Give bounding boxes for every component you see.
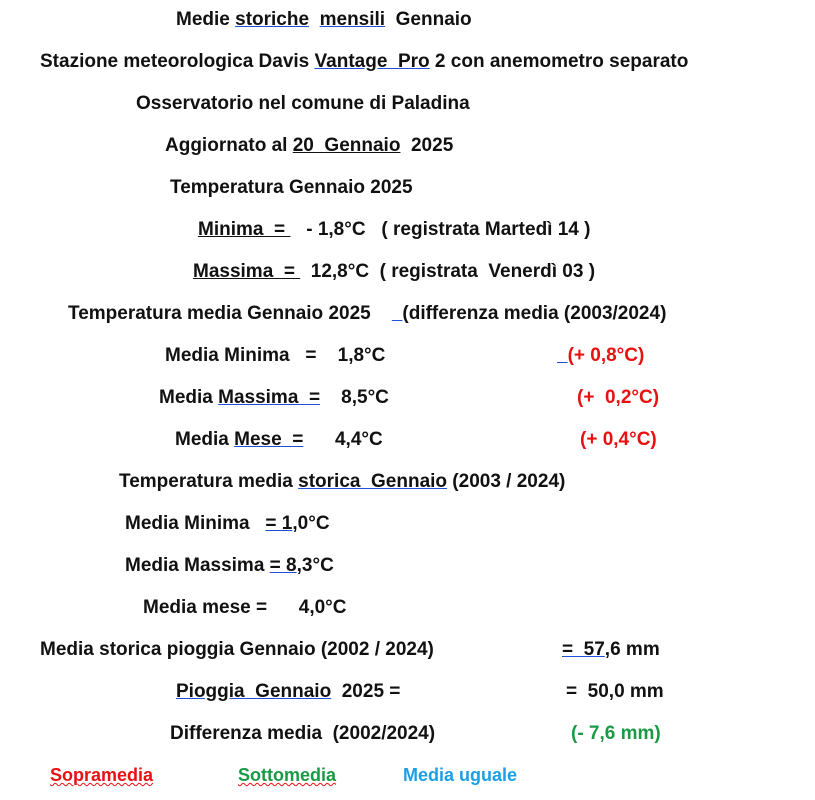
hist-minima-line — [125, 512, 330, 536]
media-minima-diff-part — [557, 345, 568, 366]
mean-header-part — [392, 303, 403, 324]
rain-2025-value: = 50,0 mm — [566, 681, 664, 702]
rain-hist-value — [562, 638, 660, 662]
hist-minima-part: Media Minima — [125, 513, 266, 534]
rain-2025-label-part: 2025 = — [331, 681, 401, 702]
media-minima-diff — [557, 344, 644, 368]
title-part: Gennaio — [385, 9, 472, 30]
rain-hist-label: Media storica pioggia Gennaio (2002 / 2024) — [40, 639, 434, 660]
hist-header-part: (2003 / 2024) — [447, 471, 566, 492]
hist-minima-part: ,0°C — [292, 513, 330, 534]
media-massima-part: Media — [159, 387, 219, 408]
media-mese-diff: (+ 0,4°C) — [580, 429, 657, 450]
minima-value: - 1,8°C ( registrata Martedì 14 ) — [290, 219, 591, 240]
media-minima-diff-value: (+ 0,8°C) — [567, 345, 645, 366]
hist-massima-part: = 8 — [269, 555, 297, 576]
legend-below: Sottomedia — [238, 765, 337, 785]
title-part — [309, 9, 320, 30]
legend-equal: Media uguale — [403, 765, 518, 785]
media-minima-line — [165, 344, 385, 368]
updated-part: 2025 — [400, 135, 454, 156]
rain-2025-label — [176, 680, 400, 704]
legend-above: Sopramedia — [50, 765, 154, 785]
updated-date: 20 Gennaio — [292, 135, 401, 156]
rain-hist-value-part: = 57 — [562, 639, 605, 660]
rain-diff-value: (- 7,6 mm) — [571, 723, 661, 744]
hist-minima-part: = 1 — [265, 513, 293, 534]
minima-label: Minima = — [198, 219, 291, 240]
updated-line — [165, 134, 453, 158]
station-part: Pro — [397, 51, 430, 72]
hist-header — [119, 470, 565, 494]
updated-part: Aggiornato al — [165, 135, 293, 156]
media-mese-part: 4,4°C — [303, 429, 383, 450]
mean-header-part: Temperatura media Gennaio 2025 — [68, 303, 392, 324]
observatory-line: Osservatorio nel comune di Paladina — [136, 93, 470, 114]
hist-header-part: storica Gennaio — [298, 471, 448, 492]
massima-label: Massima = — [193, 261, 301, 282]
minima-line — [198, 218, 590, 242]
massima-value: 12,8°C ( registrata Venerdì 03 ) — [300, 261, 596, 282]
hist-massima-part: ,3°C — [296, 555, 334, 576]
rain-2025-label-part: Pioggia Gennaio — [176, 681, 332, 702]
station-part: Stazione meteorologica Davis — [40, 51, 315, 72]
title-part: mensili — [319, 9, 386, 30]
media-mese-part: Media — [175, 429, 235, 450]
hist-massima-part: Media Massima — [125, 555, 270, 576]
media-massima-part: 8,5°C — [320, 387, 389, 408]
rain-diff-label: Differenza media (2002/2024) — [170, 723, 436, 744]
rain-hist-value-part: ,6 mm — [604, 639, 660, 660]
media-massima-part: Massima = — [218, 387, 321, 408]
station-part: Vantage — [314, 51, 388, 72]
media-mese-part: Mese = — [234, 429, 304, 450]
title-part: storiche — [235, 9, 310, 30]
mean-header — [68, 302, 666, 326]
media-minima-label: Media Minima = 1,8°C — [165, 345, 386, 366]
temp-header: Temperatura Gennaio 2025 — [170, 177, 413, 198]
hist-mese-line: Media mese = 4,0°C — [143, 597, 347, 618]
hist-massima-line — [125, 554, 334, 578]
mean-header-part: (differenza media (2003/2024) — [402, 303, 667, 324]
massima-line — [193, 260, 595, 284]
hist-header-part: Temperatura media — [119, 471, 299, 492]
station-line — [40, 50, 688, 74]
title — [176, 8, 472, 32]
title-part: Medie — [176, 9, 236, 30]
media-massima-diff: (+ 0,2°C) — [577, 387, 660, 408]
media-mese-line — [175, 428, 383, 452]
station-part: 2 con anemometro separato — [429, 51, 689, 72]
media-massima-line — [159, 386, 389, 410]
station-part — [387, 51, 398, 72]
